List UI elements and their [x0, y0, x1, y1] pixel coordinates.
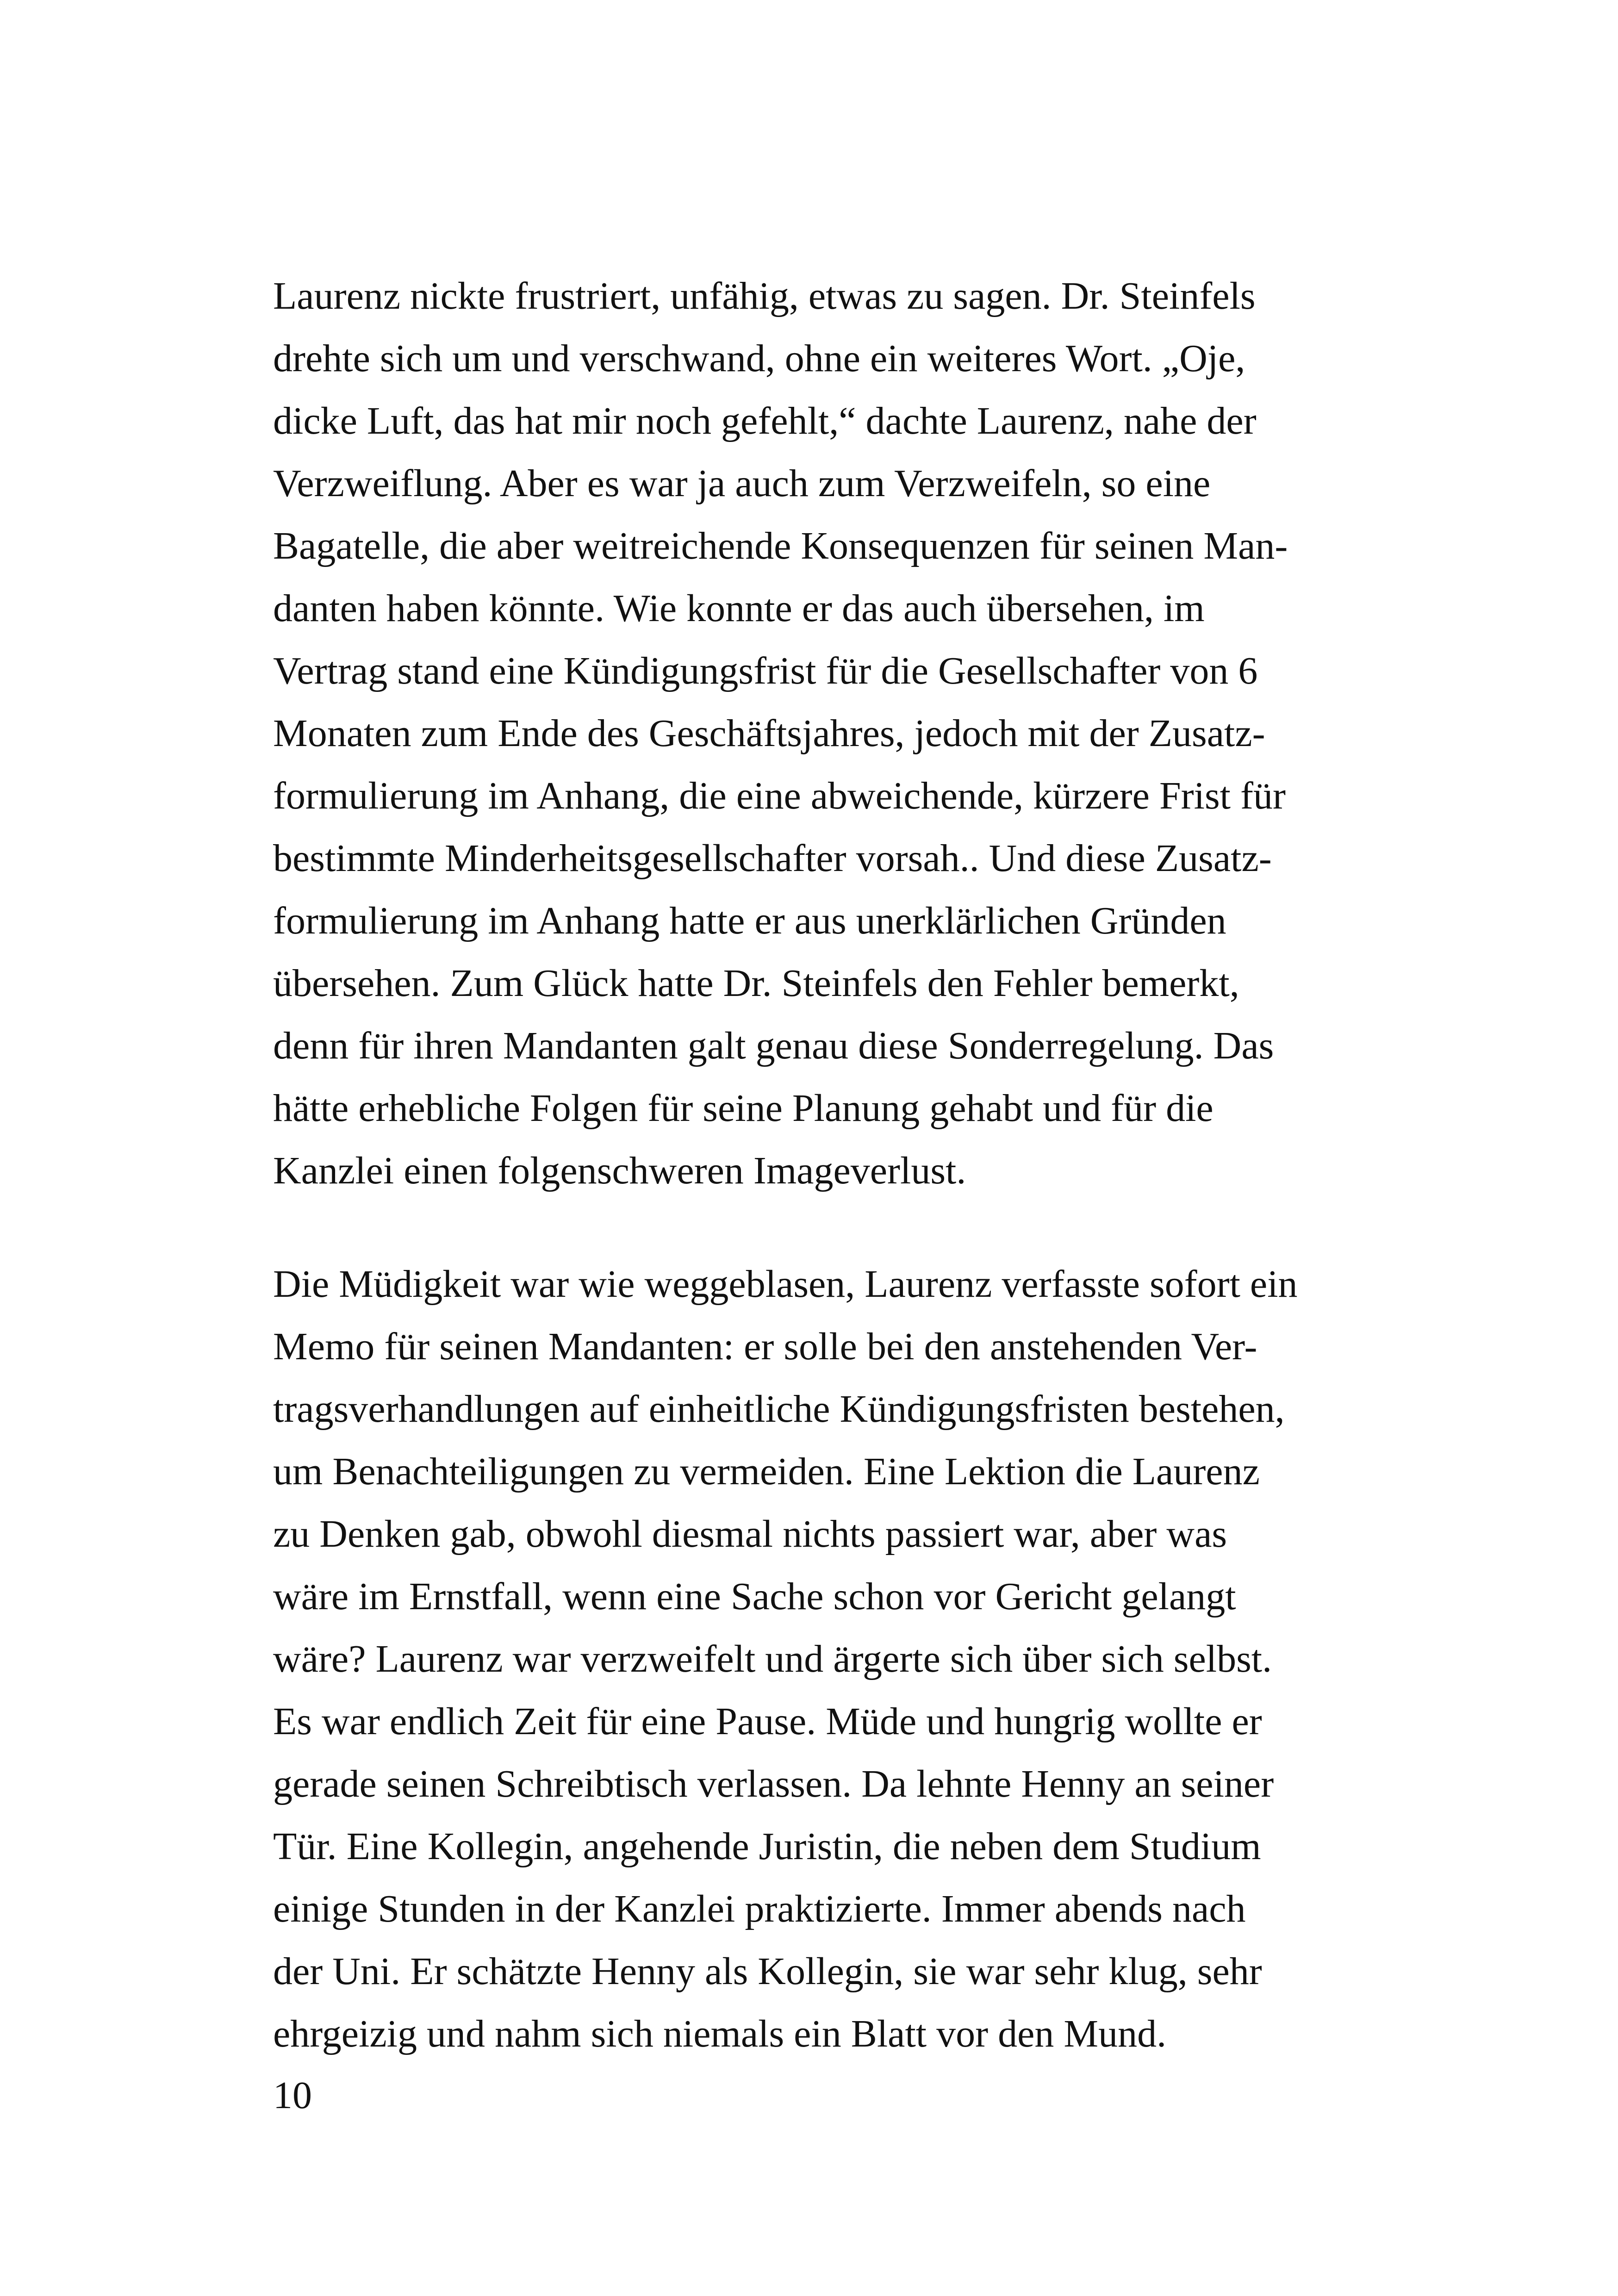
text-line: Vertrag stand eine Kündigungsfrist für die Gesellschafter von 6 — [273, 649, 1258, 692]
paragraph — [273, 265, 1351, 1202]
text-line: formulierung im Anhang, die eine abweichende, kürzere Frist für — [273, 774, 1286, 817]
text-line: bestimmte Minderheitsgesellschafter vorsah.. Und diese Zusatz- — [273, 837, 1272, 880]
text-line: Die Müdigkeit war wie weggeblasen, Laurenz verfasste sofort ein — [273, 1263, 1298, 1306]
text-line: übersehen. Zum Glück hatte Dr. Steinfels den Fehler bemerkt, — [273, 962, 1239, 1005]
text-line: der Uni. Er schätzte Henny als Kollegin, sie war sehr klug, sehr — [273, 1950, 1262, 1993]
text-line: ehrgeizig und nahm sich niemals ein Blatt vor den Mund. — [273, 2012, 1167, 2055]
text-line: wäre im Ernstfall, wenn eine Sache schon vor Gericht gelangt — [273, 1575, 1236, 1618]
text-line: Laurenz nickte frustriert, unfähig, etwas zu sagen. Dr. Steinfels — [273, 274, 1256, 317]
text-line: tragsverhandlungen auf einheitliche Kündigungsfristen bestehen, — [273, 1388, 1285, 1431]
text-line: dicke Luft, das hat mir noch gefehlt,“ dachte Laurenz, nahe der — [273, 399, 1257, 442]
text-line: einige Stunden in der Kanzlei praktizierte. Immer abends nach — [273, 1887, 1246, 1930]
text-line: denn für ihren Mandanten galt genau diese Sonderregelung. Das — [273, 1024, 1274, 1067]
text-line: Bagatelle, die aber weitreichende Konsequenzen für seinen Man- — [273, 524, 1288, 567]
text-line: wäre? Laurenz war verzweifelt und ärgerte sich über sich selbst. — [273, 1637, 1272, 1680]
text-line: Memo für seinen Mandanten: er solle bei den anstehenden Ver- — [273, 1325, 1257, 1368]
text-line: hätte erhebliche Folgen für seine Planung gehabt und für die — [273, 1087, 1214, 1130]
text-line: um Benachteiligungen zu vermeiden. Eine Lektion die Laurenz — [273, 1450, 1260, 1493]
text-line: zu Denken gab, obwohl diesmal nichts passiert war, aber was — [273, 1512, 1227, 1556]
paragraph — [273, 1253, 1351, 2065]
page-number: 10 — [273, 2074, 312, 2117]
text-line: Es war endlich Zeit für eine Pause. Müde und hungrig wollte er — [273, 1700, 1262, 1743]
text-line: formulierung im Anhang hatte er aus unerklärlichen Gründen — [273, 899, 1226, 942]
text-line: danten haben könnte. Wie konnte er das auch übersehen, im — [273, 587, 1205, 630]
text-line: gerade seinen Schreibtisch verlassen. Da lehnte Henny an seiner — [273, 1762, 1274, 1805]
text-line: Tür. Eine Kollegin, angehende Juristin, die neben dem Studium — [273, 1825, 1261, 1868]
text-line: Kanzlei einen folgenschweren Imageverlust. — [273, 1149, 966, 1192]
text-line: Verzweiflung. Aber es war ja auch zum Verzweifeln, so eine — [273, 462, 1211, 505]
text-line: Monaten zum Ende des Geschäftsjahres, jedoch mit der Zusatz- — [273, 712, 1265, 755]
text-line: drehte sich um und verschwand, ohne ein weiteres Wort. „Oje, — [273, 337, 1245, 380]
